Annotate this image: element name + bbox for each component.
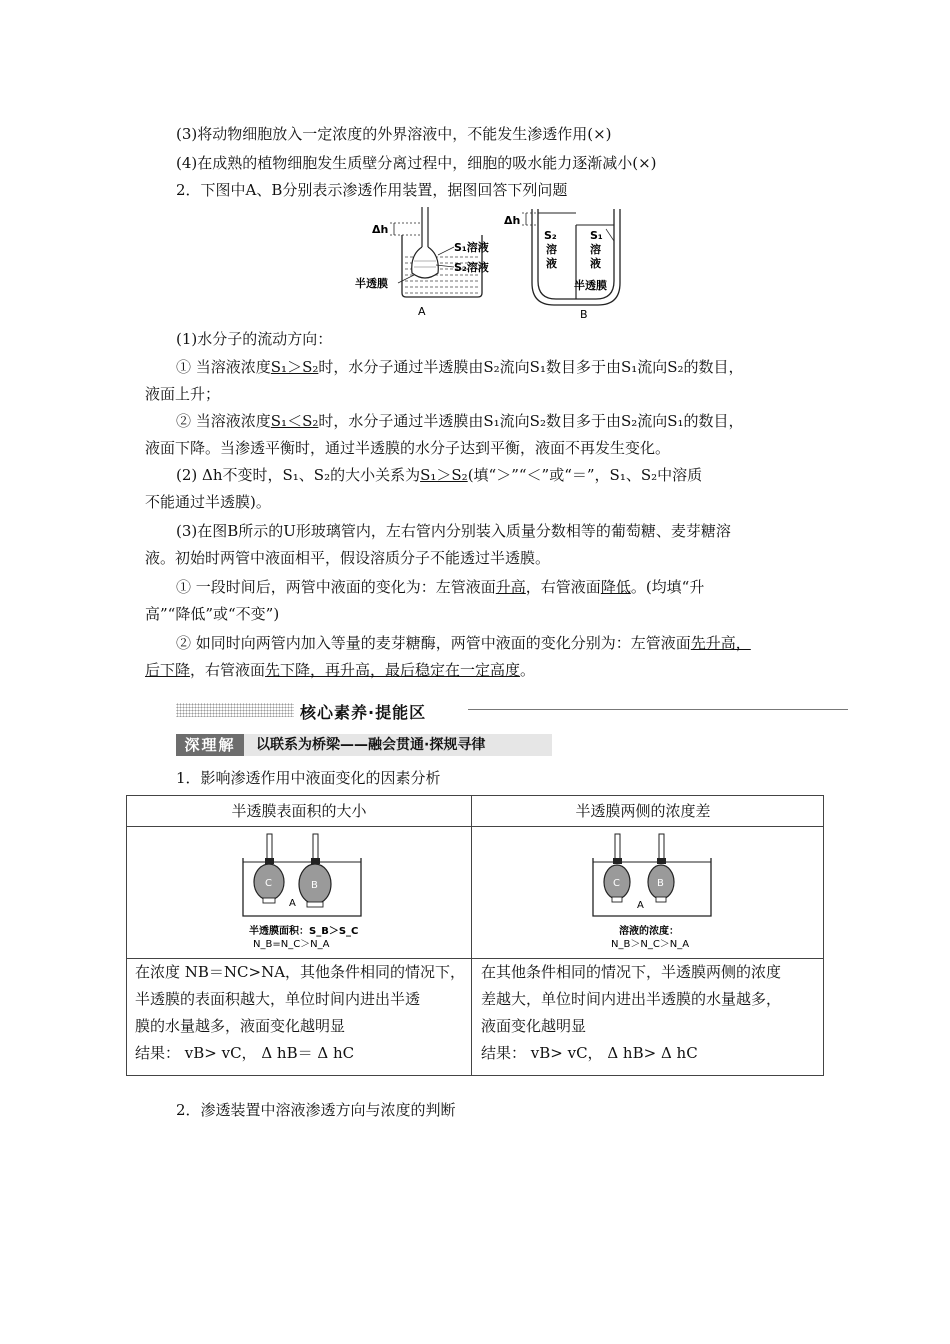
bag-b-label-left: B <box>311 880 318 891</box>
table-header-left: 半透膜表面积的大小 <box>231 802 367 820</box>
factor-analysis-table <box>126 795 824 1076</box>
q2-part3b: ② 如同时向两管内加入等量的麦芽糖酶，两管中液面的变化分别为：左管液面先升高， <box>176 634 751 652</box>
osmosis-device-a-figure <box>350 205 510 320</box>
q2-part3: (3)在图B所示的U形玻璃管内，左右管内分别装入质量分数相等的葡萄糖、麦芽糖溶 <box>176 522 731 540</box>
section-rule <box>468 709 848 710</box>
bag-b-label-right: B <box>657 878 664 889</box>
left-figure-caption-2: N_B=N_C＞N_A <box>253 939 330 950</box>
s2-sol-char: 溶 <box>546 243 557 256</box>
left-desc-1: 在浓度 NB＝NC>NA，其他条件相同的情况下， <box>135 963 466 981</box>
statement-4: (4)在成熟的植物细胞发生质壁分离过程中，细胞的吸水能力逐渐减小(×) <box>176 154 657 172</box>
banner-label: 深理解 <box>176 734 244 756</box>
beaker-a-label-left: A <box>289 898 296 909</box>
table-header-right: 半透膜两侧的浓度差 <box>575 802 711 820</box>
q2-part1b-cont: 液面下降。当渗透平衡时，通过半透膜的水分子达到平衡，液面不再发生变化。 <box>145 439 671 457</box>
membrane-area-figure <box>237 832 367 954</box>
figure-b-caption: B <box>580 308 588 320</box>
subsection-1-title: 1．影响渗透作用中液面变化的因素分析 <box>176 769 441 787</box>
question-2-title: 2．下图中A、B分别表示渗透作用装置，据图回答下列问题 <box>176 181 568 199</box>
q2-part3a-cont: 高”“降低”或“不变”) <box>145 605 280 623</box>
right-figure-caption-1: 溶液的浓度： <box>619 926 679 937</box>
right-result: 结果： vB> vC， Δ hB> Δ hC <box>481 1044 698 1062</box>
q2-part3a: ① 一段时间后，两管中液面的变化为：左管液面升高，右管液面降低。(均填“升 <box>176 578 705 596</box>
s1-sol-char: 溶 <box>590 243 601 256</box>
deep-understanding-banner <box>176 734 552 756</box>
left-desc-2: 半透膜的表面积越大，单位时间内进出半透 <box>135 990 421 1008</box>
subsection-2-title: 2．渗透装置中溶液渗透方向与浓度的判断 <box>176 1101 456 1119</box>
s1-solution-label: S₁溶液 <box>454 241 489 254</box>
osmosis-device-b-figure <box>502 205 642 320</box>
membrane-label-a: 半透膜 <box>355 277 388 290</box>
section-header <box>176 700 848 720</box>
s2-liq-char: 液 <box>546 257 557 270</box>
figure-a-caption: A <box>418 305 426 318</box>
concentration-difference-figure <box>587 832 717 954</box>
banner-text: 以联系为桥梁——融会贯通·探规寻律 <box>256 737 486 753</box>
s1-liq-char: 液 <box>590 257 601 270</box>
q2-part2: (2) Δh不变时，S₁、S₂的大小关系为S₁＞S₂(填“＞”“＜”或“＝”，S₁、S₂中溶质 <box>176 466 703 484</box>
q2-part1: (1)水分子的流动方向： <box>176 330 333 348</box>
right-figure-caption-2: N_B＞N_C＞N_A <box>611 939 690 950</box>
s2-label-b: S₂ <box>544 229 557 242</box>
q2-part1b: ② 当溶液浓度S₁＜S₂时，水分子通过半透膜由S₁流向S₂数目多于由S₂流向S₁的数目， <box>176 412 744 430</box>
q2-part2-cont: 不能通过半透膜)。 <box>145 493 271 511</box>
statement-3: (3)将动物细胞放入一定浓度的外界溶液中，不能发生渗透作用(×) <box>176 125 612 143</box>
s2-solution-label: S₂溶液 <box>454 261 489 274</box>
q2-part1a: ① 当溶液浓度S₁＞S₂时，水分子通过半透膜由S₂流向S₁数目多于由S₁流向S₂的数目， <box>176 358 744 376</box>
section-title: 核心素养·提能区 <box>300 703 427 722</box>
left-result: 结果： vB> vC， Δ hB＝ Δ hC <box>135 1044 355 1062</box>
s1-label-b: S₁ <box>590 229 603 242</box>
bag-c-label-left: C <box>265 878 272 889</box>
left-desc-3: 膜的水量越多，液面变化越明显 <box>135 1017 346 1035</box>
q2-part3b-cont: 后下降，右管液面先下降，再升高，最后稳定在一定高度。 <box>145 661 536 679</box>
q2-part1a-cont: 液面上升； <box>145 385 221 403</box>
bag-c-label-right: C <box>613 878 620 889</box>
beaker-a-label-right: A <box>637 900 644 911</box>
delta-h-label-b: Δh <box>504 214 521 227</box>
right-desc-2: 差越大，单位时间内进出半透膜的水量越多， <box>481 990 782 1008</box>
membrane-label-b: 半透膜 <box>574 279 607 292</box>
q2-part3-cont: 液。初始时两管中液面相平，假设溶质分子不能透过半透膜。 <box>145 549 551 567</box>
delta-h-label-a: Δh <box>372 223 389 236</box>
right-desc-1: 在其他条件相同的情况下，半透膜两侧的浓度 <box>481 963 782 981</box>
section-dots-decoration <box>176 703 294 717</box>
right-desc-3: 液面变化越明显 <box>481 1017 587 1035</box>
left-figure-caption-1: 半透膜面积：S_B＞S_C <box>249 926 359 937</box>
